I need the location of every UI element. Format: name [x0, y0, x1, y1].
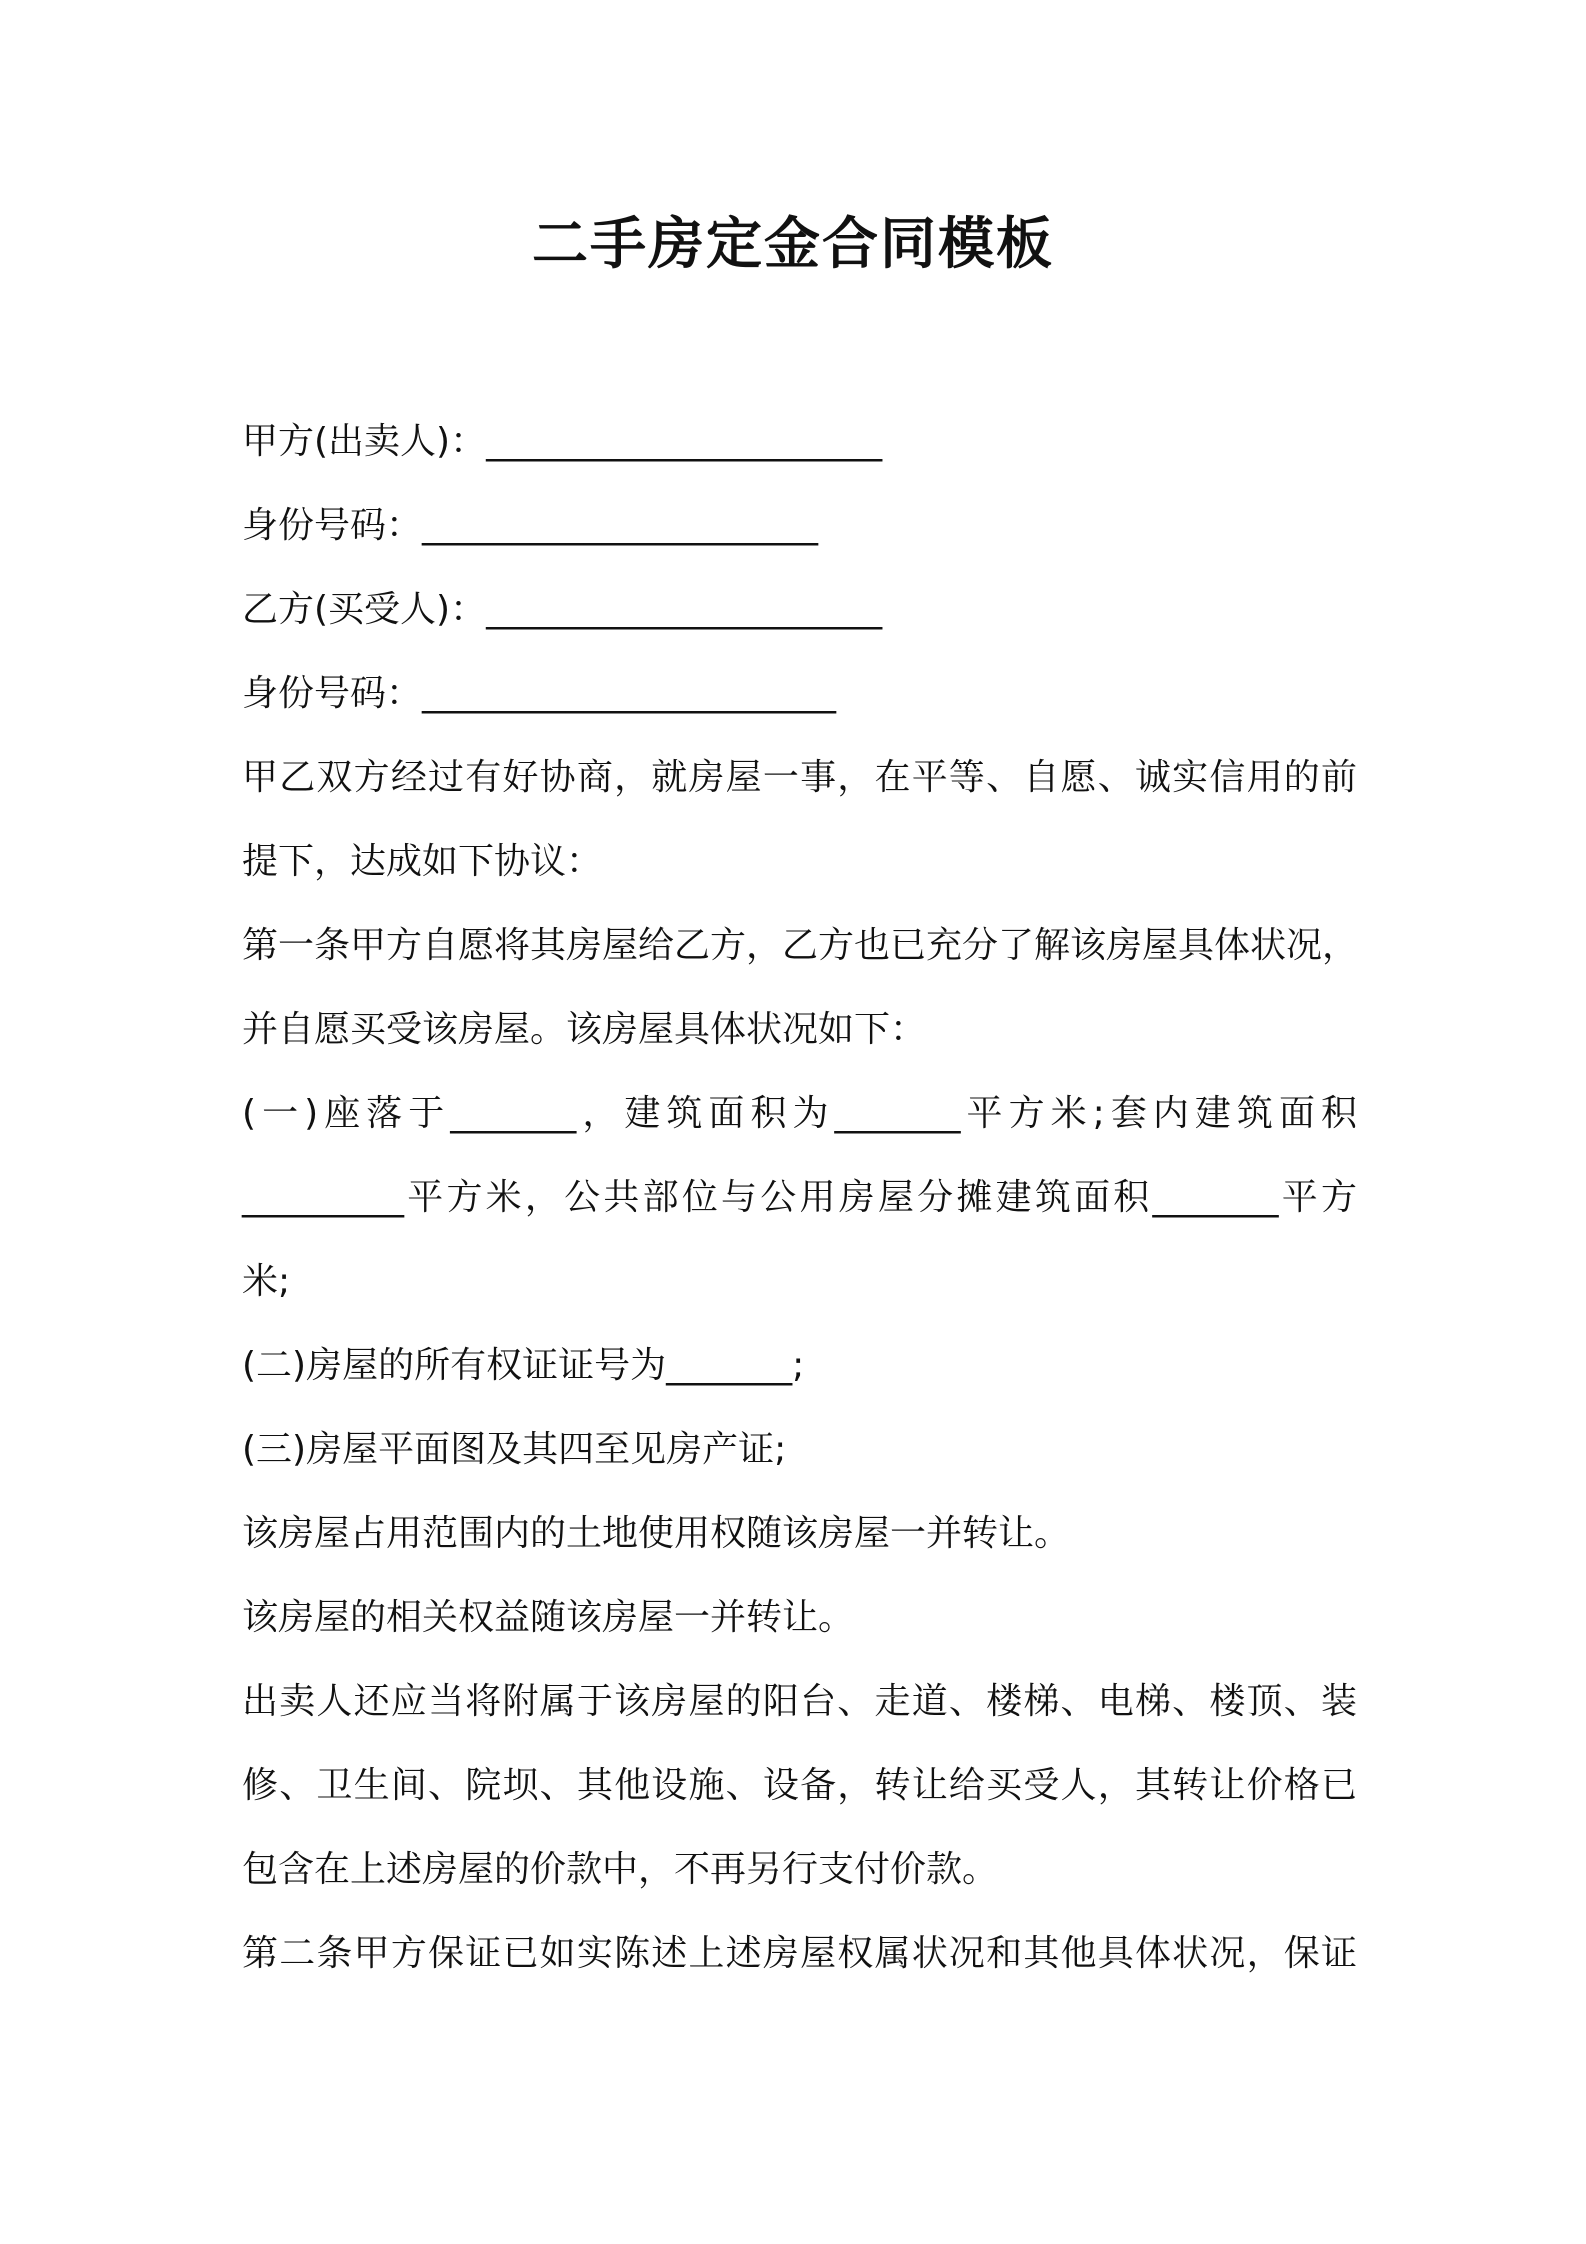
page-title: 二手房定金合同模板 — [532, 212, 1054, 277]
clause-item-line: (二)房屋的所有权证证号为_______; — [242, 1345, 805, 1386]
paragraph-line: 该房屋占用范围内的土地使用权随该房屋一并转让。 — [242, 1513, 1071, 1554]
clause-item-line: 米; — [242, 1261, 291, 1302]
paragraph-line: 甲乙双方经过有好协商，就房屋一事，在平等、自愿、诚实信用的前 — [242, 757, 1357, 798]
seller-id-field: 身份号码：______________________ — [242, 505, 819, 546]
clause-item-line: _________平方米，公共部位与公用房屋分摊建筑面积_______平方 — [242, 1177, 1357, 1218]
contract-body — [242, 400, 1357, 1996]
buyer-id-field: 身份号码：_______________________ — [242, 673, 837, 714]
paragraph-line: 包含在上述房屋的价款中，不再另行支付价款。 — [242, 1849, 999, 1890]
paragraph-line: 该房屋的相关权益随该房屋一并转让。 — [242, 1597, 855, 1638]
article-one-line: 第一条甲方自愿将其房屋给乙方，乙方也已充分了解该房屋具体状况， — [242, 925, 1359, 966]
paragraph-line: 修、卫生间、院坝、其他设施、设备，转让给买受人，其转让价格已 — [242, 1765, 1357, 1806]
paragraph-line: 并自愿买受该房屋。该房屋具体状况如下： — [242, 1009, 927, 1050]
buyer-name-field: 乙方(买受人)：______________________ — [242, 589, 883, 630]
paragraph-line: 出卖人还应当将附属于该房屋的阳台、走道、楼梯、电梯、楼顶、装 — [242, 1681, 1357, 1722]
paragraph-line: 提下，达成如下协议： — [242, 841, 603, 882]
article-two-line: 第二条甲方保证已如实陈述上述房屋权属状况和其他具体状况，保证 — [242, 1933, 1357, 1974]
seller-name-field: 甲方(出卖人)：______________________ — [242, 421, 883, 462]
clause-item-line: (一)座落于_______，建筑面积为_______平方米;套内建筑面积 — [242, 1093, 1357, 1134]
clause-item-line: (三)房屋平面图及其四至见房产证; — [242, 1429, 787, 1470]
